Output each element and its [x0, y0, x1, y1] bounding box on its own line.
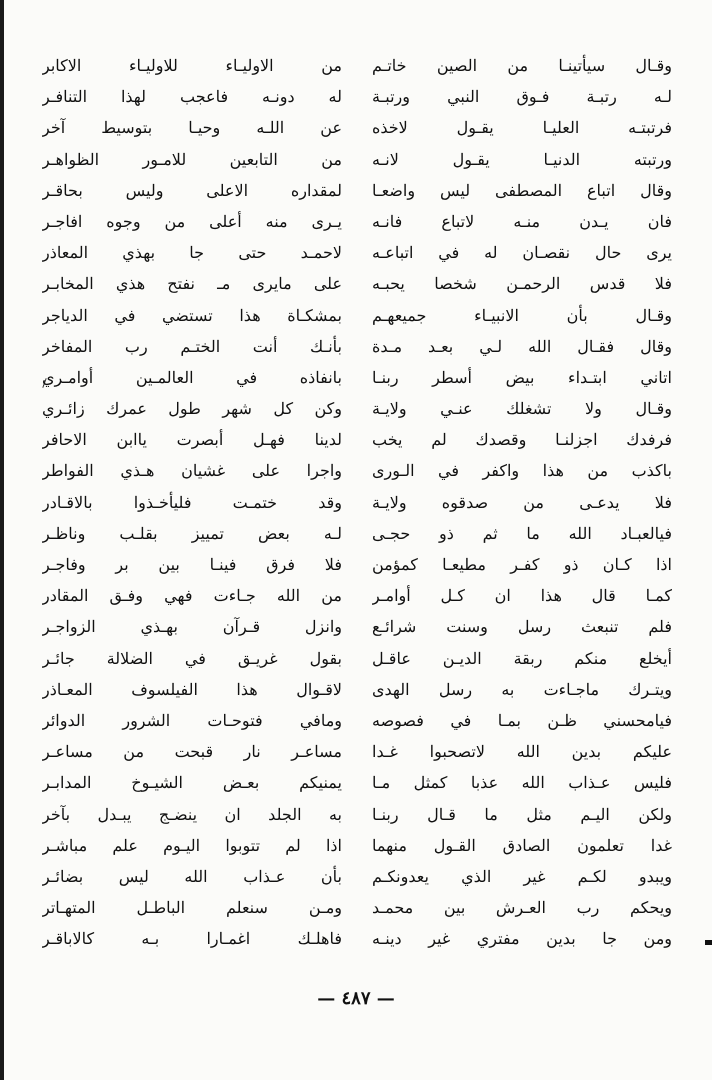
verse-line: واجرا على غشيان هـذي الفواطر — [42, 461, 342, 481]
verse-line: وقد ختمـت فليأخـذوا بالاقـادر — [42, 492, 342, 512]
page-edge — [0, 0, 4, 1080]
verse-line: بأنـك أنت الختـم رب المفاخر — [42, 336, 342, 356]
verse-line: مساعـر نار قبحت من مساعـر — [42, 742, 342, 762]
verse-line: فاهلـك اغمـارا بـه كالاباقـر — [42, 929, 342, 949]
verse-line: لاقـوال هذا الفيلسوف المعـاذر — [42, 679, 342, 699]
verse-line: فرتبتـه العليـا يقـول لاخذه — [372, 118, 672, 138]
verse-line: فرفدك اجزلنـا وقصدك لم يخب — [372, 430, 672, 450]
verse-line: عليكم بدين الله لاتصحبوا غـدا — [372, 742, 672, 762]
verse-line: ورتبته الدنيـا يقـول لانـه — [372, 149, 672, 169]
verse-line: يـرى منه أعلى من وجوه افاجـر — [42, 211, 342, 231]
verse-line: وقال فقـال الله لـي بعـد مـدة — [372, 336, 672, 356]
verse-line: فلا قدس الرحمـن شخصا يحبـه — [372, 274, 672, 294]
verse-line: عن اللـه وحيـا بتوسيط آخر — [42, 118, 342, 138]
verse-line: ويبدو لكـم غير الذي يعدونكـم — [372, 866, 672, 886]
verse-line: وانزل قـرآن بهـذي الزواجـر — [42, 617, 342, 637]
verse-line: لدينا فهـل أبصرت ياابن الاحافر — [42, 430, 342, 450]
verse-line: وقـال ولا تشغلك عنـي ولايـة — [372, 399, 672, 419]
verse-line: باكذب من هذا واكفر في الـورى — [372, 461, 672, 481]
verse-line: أيخلع منكم ربقة الديـن عاقـل — [372, 648, 672, 668]
verse-line: وقال اتباع المصطفى ليس واضعـا — [372, 180, 672, 200]
verse-line: وقـال بأن الانبيـاء جميعهـم — [372, 305, 672, 325]
verse-line: ولكن اليـم مثل ما قـال ربنـا — [372, 804, 672, 824]
verse-line: لـه رتبـة فـوق النبي ورتبـة — [372, 87, 672, 107]
verse-line: بانفاذه في العالمـين أوامـري — [42, 367, 342, 387]
verse-line: ويحكم رب العـرش بين محمـد — [372, 898, 672, 918]
verse-line: فان يـدن منـه لاتباع فانـه — [372, 211, 672, 231]
verse-line: فلم تنبعث رسل وسنت شرائـع — [372, 617, 672, 637]
verse-line: ومن جا بدين مفتري غير دينـه — [372, 929, 672, 949]
verse-line: فليس عـذاب الله عذبا كمثل مـا — [372, 773, 672, 793]
verse-line: بقول غريـق في الضلالة جائـر — [42, 648, 342, 668]
verse-line: فيالعبـاد الله ما ثم ذو حجـى — [372, 523, 672, 543]
verse-line: من الله جـاءت فهي وفـق المقادر — [42, 586, 342, 606]
margin-mark — [705, 940, 712, 945]
verse-line: على مايرى مـ نفتح هذي المخابـر — [42, 274, 342, 294]
verse-line: وكن كل شهر طول عمرك زائـري — [42, 399, 342, 419]
verse-line: لاحمـد حتى جا بهذي المعاذر — [42, 243, 342, 263]
verse-line: ومـن سنعلم الباطـل المتهـاتر — [42, 898, 342, 918]
verse-line: وقـال سيأتينـا من الصين خاتـم — [372, 56, 672, 75]
verse-line: غدا تعلمون الصادق القـول منهما — [372, 835, 672, 855]
verse-line: اذا كـان ذو كفـر مطيعـا كمؤمن — [372, 555, 672, 574]
verse-line: كمـا قال هذا ان كـل أوامـر — [372, 586, 672, 606]
verse-line: ومافي فتوحـات الشرور الدوائر — [42, 710, 342, 730]
page-number: — ٤٨٧ — — [317, 988, 395, 1009]
verse-line: اذا لم تتوبوا اليـوم علم مباشـر — [42, 835, 342, 855]
verse-line: بمشكـاة هذا تستضي في الدياجر — [42, 305, 342, 325]
verse-line: من التابعين للامـور الظواهـر — [42, 149, 342, 169]
left-column — [42, 50, 342, 954]
verse-line: من الاوليـاء للاوليـاء الاكابر — [42, 56, 342, 75]
verse-line: لمقداره الاعلى وليس بحاقـر — [42, 180, 342, 200]
verse-line: فلا يدعـى من صدقوه ولايـة — [372, 492, 672, 512]
verse-line: لـه بعض تمييز بقلـب وناظـر — [42, 523, 342, 543]
verse-line: فيامحسني ظـن بمـا في فصوصه — [372, 710, 672, 730]
verse-line: يرى حال نقصـان له في اتباعـه — [372, 243, 672, 263]
verse-line: اتاني ابتـداء بيض أسطر ربنـا — [372, 367, 672, 387]
verse-line: له دونـه فاعجب لهذا التنافـر — [42, 87, 342, 107]
verse-line: يمنيكم بعـض الشيـوخ المدابـر — [42, 773, 342, 793]
verse-line: بأن عـذاب الله ليس بضائـر — [42, 866, 342, 886]
right-column — [372, 50, 672, 954]
verse-line: ويتـرك ماجـاءت به رسل الهدى — [372, 679, 672, 699]
verse-line: فلا فرق فينـا بين بر وفاجـر — [42, 555, 342, 574]
verse-line: به الجلد ان ينضـج يبـدل بآخر — [42, 804, 342, 824]
